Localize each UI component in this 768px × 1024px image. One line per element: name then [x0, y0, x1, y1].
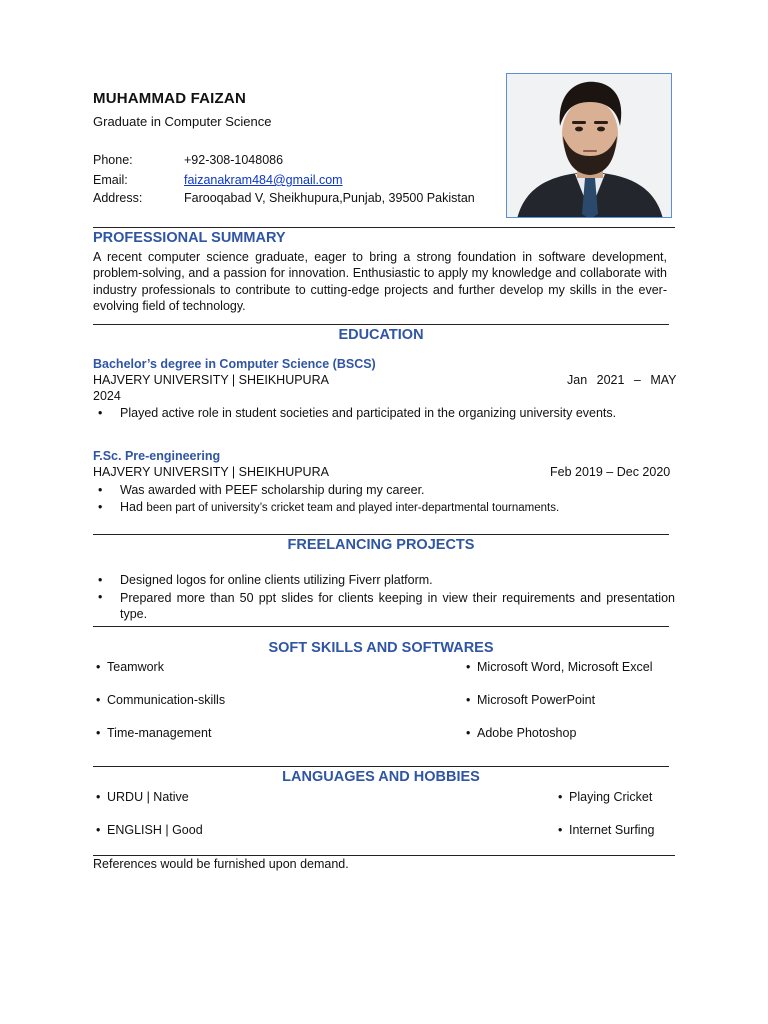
divider	[93, 855, 675, 856]
divider	[93, 324, 669, 325]
bullet-icon: •	[466, 726, 471, 740]
list-item	[98, 573, 433, 587]
bullet-icon: •	[96, 790, 101, 804]
candidate-title: Graduate in Computer Science	[93, 114, 272, 129]
summary-heading: PROFESSIONAL SUMMARY	[93, 230, 286, 246]
university-name: HAJVERY UNIVERSITY | SHEIKHUPURA	[93, 373, 329, 387]
email-link[interactable]: faizanakram484@gmail.com	[184, 173, 343, 187]
degree-title: F.Sc. Pre-engineering	[93, 449, 221, 463]
bullet-icon: •	[466, 660, 471, 674]
university-name: HAJVERY UNIVERSITY | SHEIKHUPURA	[93, 465, 329, 479]
phone-value: +92-308-1048086	[184, 153, 284, 167]
divider	[93, 766, 669, 767]
candidate-name: MUHAMMAD FAIZAN	[93, 90, 246, 107]
hobby-item: • Internet Surfing	[558, 823, 655, 837]
summary-text: A recent computer science graduate, eager to bring a strong foundation in software development, problem-solving, and a passion for innovation. Enthusiastic to apply my knowledge and collaborate with industry professionals to contribute to cutting-edge projects and further develop my skills in the ever-evolving field of technology.	[93, 250, 667, 313]
bullet-icon: •	[96, 693, 101, 707]
degree-dates-wrap: 2024	[93, 389, 121, 403]
list-item-text: been part of university’s cricket team and played inter-departmental tournaments.	[146, 502, 560, 514]
bullet-icon: •	[558, 823, 563, 837]
degree-dates: Feb 2019 – Dec 2020	[550, 465, 671, 479]
skill-item: • Communication-skills	[96, 693, 226, 707]
list-item-text: Prepared more than 50 ppt slides for clients keeping in view their requirements and presentation type.	[120, 591, 675, 621]
list-item	[98, 406, 616, 420]
list-item	[98, 590, 675, 622]
bullet-icon: •	[98, 590, 103, 604]
bullet-icon: •	[98, 406, 103, 420]
references-note: References would be furnished upon demand.	[93, 857, 349, 871]
education-heading: EDUCATION	[338, 327, 424, 343]
language-item: • URDU | Native	[96, 790, 189, 804]
bullet-icon: •	[98, 483, 103, 497]
language-item: • ENGLISH | Good	[96, 823, 203, 837]
list-item-text: Designed logos for online clients utilizing Fiverr platform.	[120, 573, 433, 587]
bullet-icon: •	[558, 790, 563, 804]
phone-label: Phone:	[93, 153, 133, 167]
bullet-icon: •	[96, 823, 101, 837]
profile-photo-icon	[507, 74, 672, 218]
software-item: • Microsoft PowerPoint	[466, 693, 596, 707]
hobby-item: • Playing Cricket	[558, 790, 653, 804]
address-label: Address:	[93, 191, 143, 205]
address-value: Farooqabad V, Sheikhupura,Punjab, 39500 Pakistan	[184, 191, 475, 205]
degree-title: Bachelor’s degree in Computer Science (BSCS)	[93, 357, 376, 371]
divider	[93, 227, 675, 228]
software-item: • Adobe Photoshop	[466, 726, 577, 740]
bullet-icon: •	[96, 660, 101, 674]
divider	[93, 534, 669, 535]
list-item-text: Was awarded with PEEF scholarship during my career.	[120, 483, 425, 497]
list-item-text: Had	[120, 500, 143, 514]
bullet-icon: •	[96, 726, 101, 740]
list-item-text: Played active role in student societies and participated in the organizing university events.	[120, 406, 617, 420]
divider	[93, 626, 669, 627]
freelancing-heading: FREELANCING PROJECTS	[287, 537, 475, 553]
skill-item: • Teamwork	[96, 660, 164, 674]
profile-photo	[506, 73, 672, 218]
bullet-icon: •	[466, 693, 471, 707]
list-item	[98, 500, 559, 514]
skills-heading: SOFT SKILLS AND SOFTWARES	[268, 640, 494, 656]
skill-item: • Time-management	[96, 726, 212, 740]
bullet-icon: •	[98, 573, 103, 587]
degree-dates: Jan 2021 – MAY	[567, 373, 677, 387]
bullet-icon: •	[98, 500, 103, 514]
languages-heading: LANGUAGES AND HOBBIES	[282, 769, 480, 785]
software-item: • Microsoft Word, Microsoft Excel	[466, 660, 653, 674]
email-label: Email:	[93, 173, 128, 187]
list-item	[98, 483, 425, 497]
